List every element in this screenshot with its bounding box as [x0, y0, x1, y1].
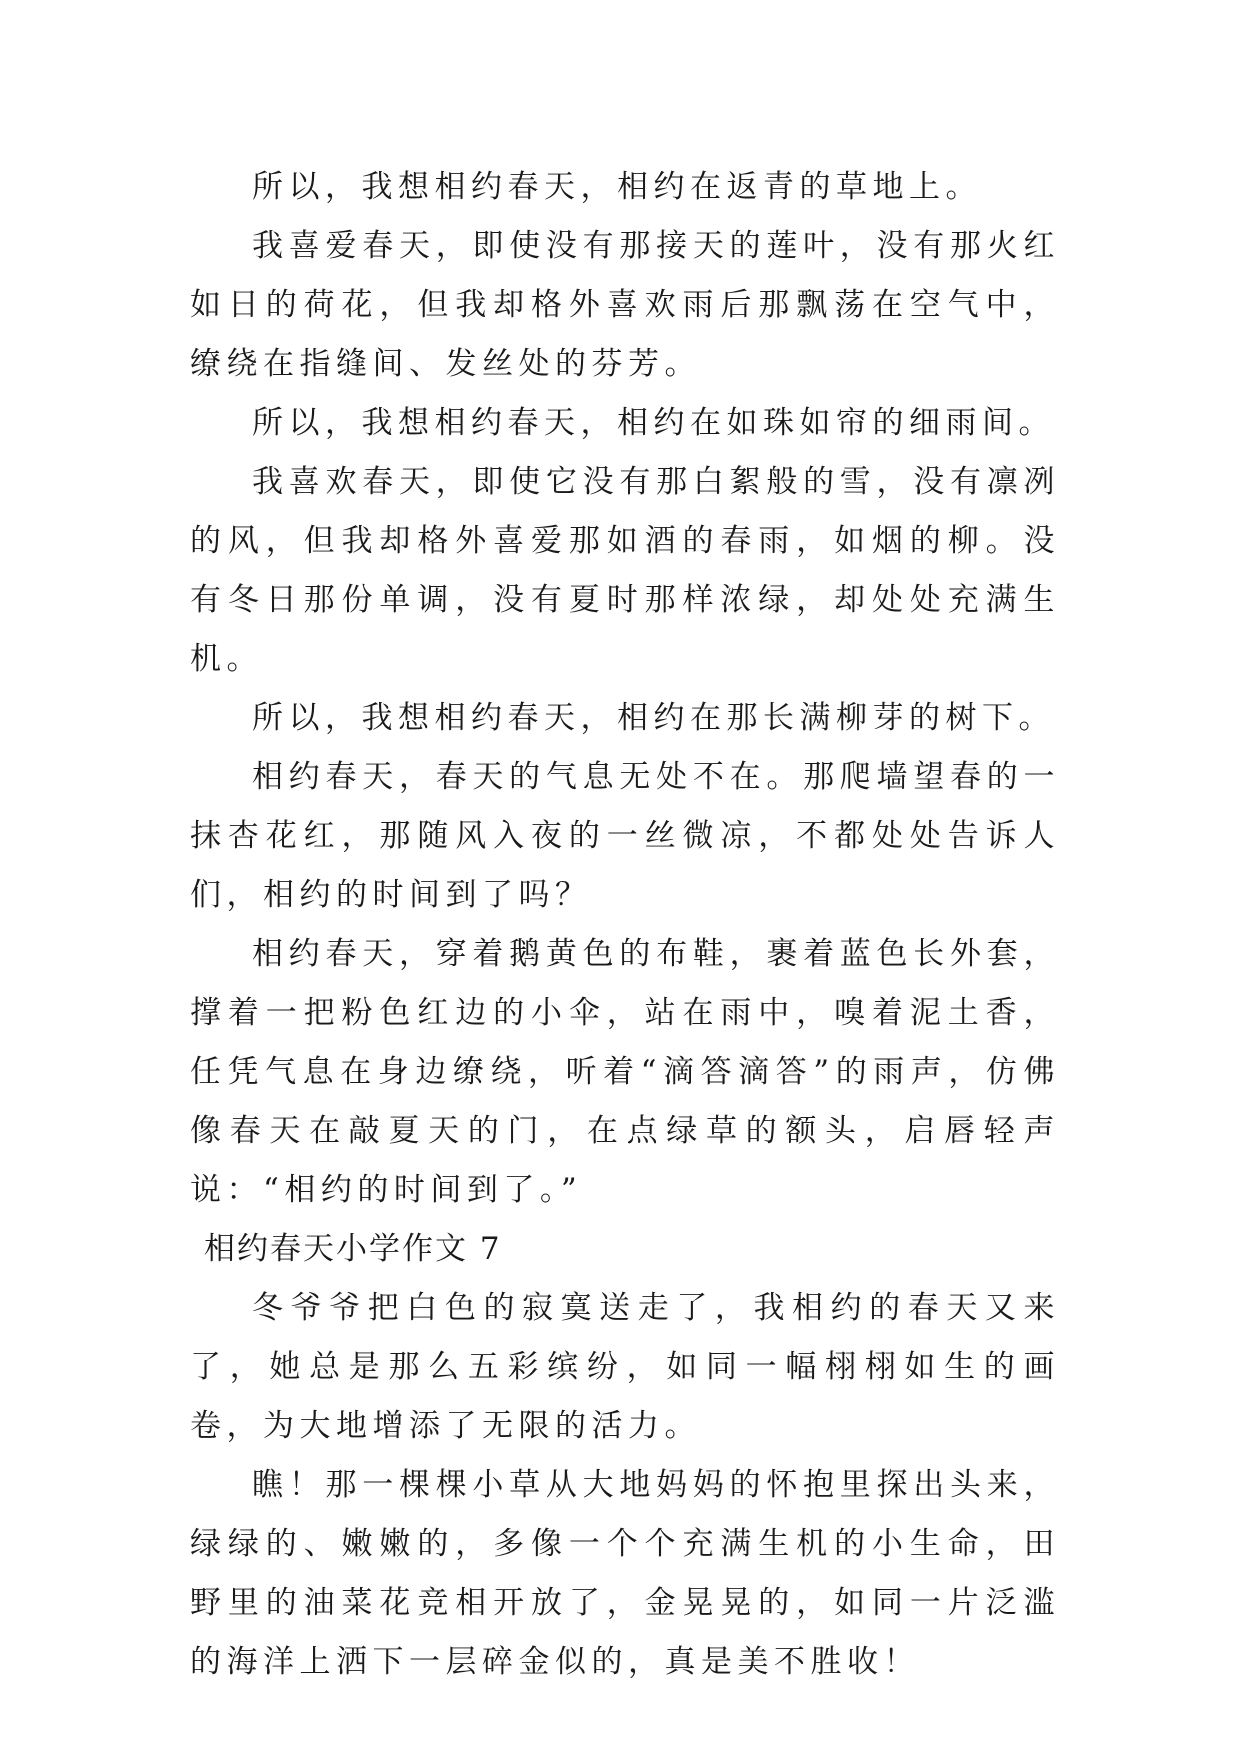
- paragraph: 所以，我想相约春天，相约在如珠如帘的细雨间。: [252, 405, 1055, 441]
- section-heading: 相约春天小学作文 7: [204, 1231, 502, 1267]
- paragraph: 我喜欢春天，即使它没有那白絮般的雪，没有凛冽的风，但我却格外喜爱那如酒的春雨，如烟的柳。没有冬日那份单调，没有夏时那样浓绿，却处处充满生机。: [190, 464, 1060, 677]
- paragraph: 所以，我想相约春天，相约在那长满柳芽的树下。: [252, 700, 1055, 736]
- paragraph: 冬爷爷把白色的寂寞送走了，我相约的春天又来了，她总是那么五彩缤纷，如同一幅栩栩如生的画卷，为大地增添了无限的活力。: [190, 1290, 1060, 1444]
- paragraph: 所以，我想相约春天，相约在返青的草地上。: [252, 169, 982, 205]
- paragraph: 相约春天，穿着鹅黄色的布鞋，裹着蓝色长外套，撑着一把粉色红边的小伞，站在雨中，嗅着泥土香，任凭气息在身边缭绕，听着“滴答滴答”的雨声，仿佛像春天在敲夏天的门，在点绿草的额头，启唇轻声说：“相约的时间到了。”: [190, 936, 1060, 1208]
- paragraph: 我喜爱春天，即使没有那接天的莲叶，没有那火红如日的荷花，但我却格外喜欢雨后那飘荡在空气中，缭绕在指缝间、发丝处的芬芳。: [190, 228, 1060, 382]
- paragraph: 相约春天，春天的气息无处不在。那爬墙望春的一抹杏花红，那随风入夜的一丝微凉，不都处处告诉人们，相约的时间到了吗？: [190, 759, 1060, 913]
- paragraph: 瞧！那一棵棵小草从大地妈妈的怀抱里探出头来，绿绿的、嫩嫩的，多像一个个充满生机的小生命，田野里的油菜花竞相开放了，金晃晃的，如同一片泛滥的海洋上洒下一层碎金似的，真是美不胜收！: [190, 1467, 1060, 1680]
- document-body: [190, 158, 1060, 1692]
